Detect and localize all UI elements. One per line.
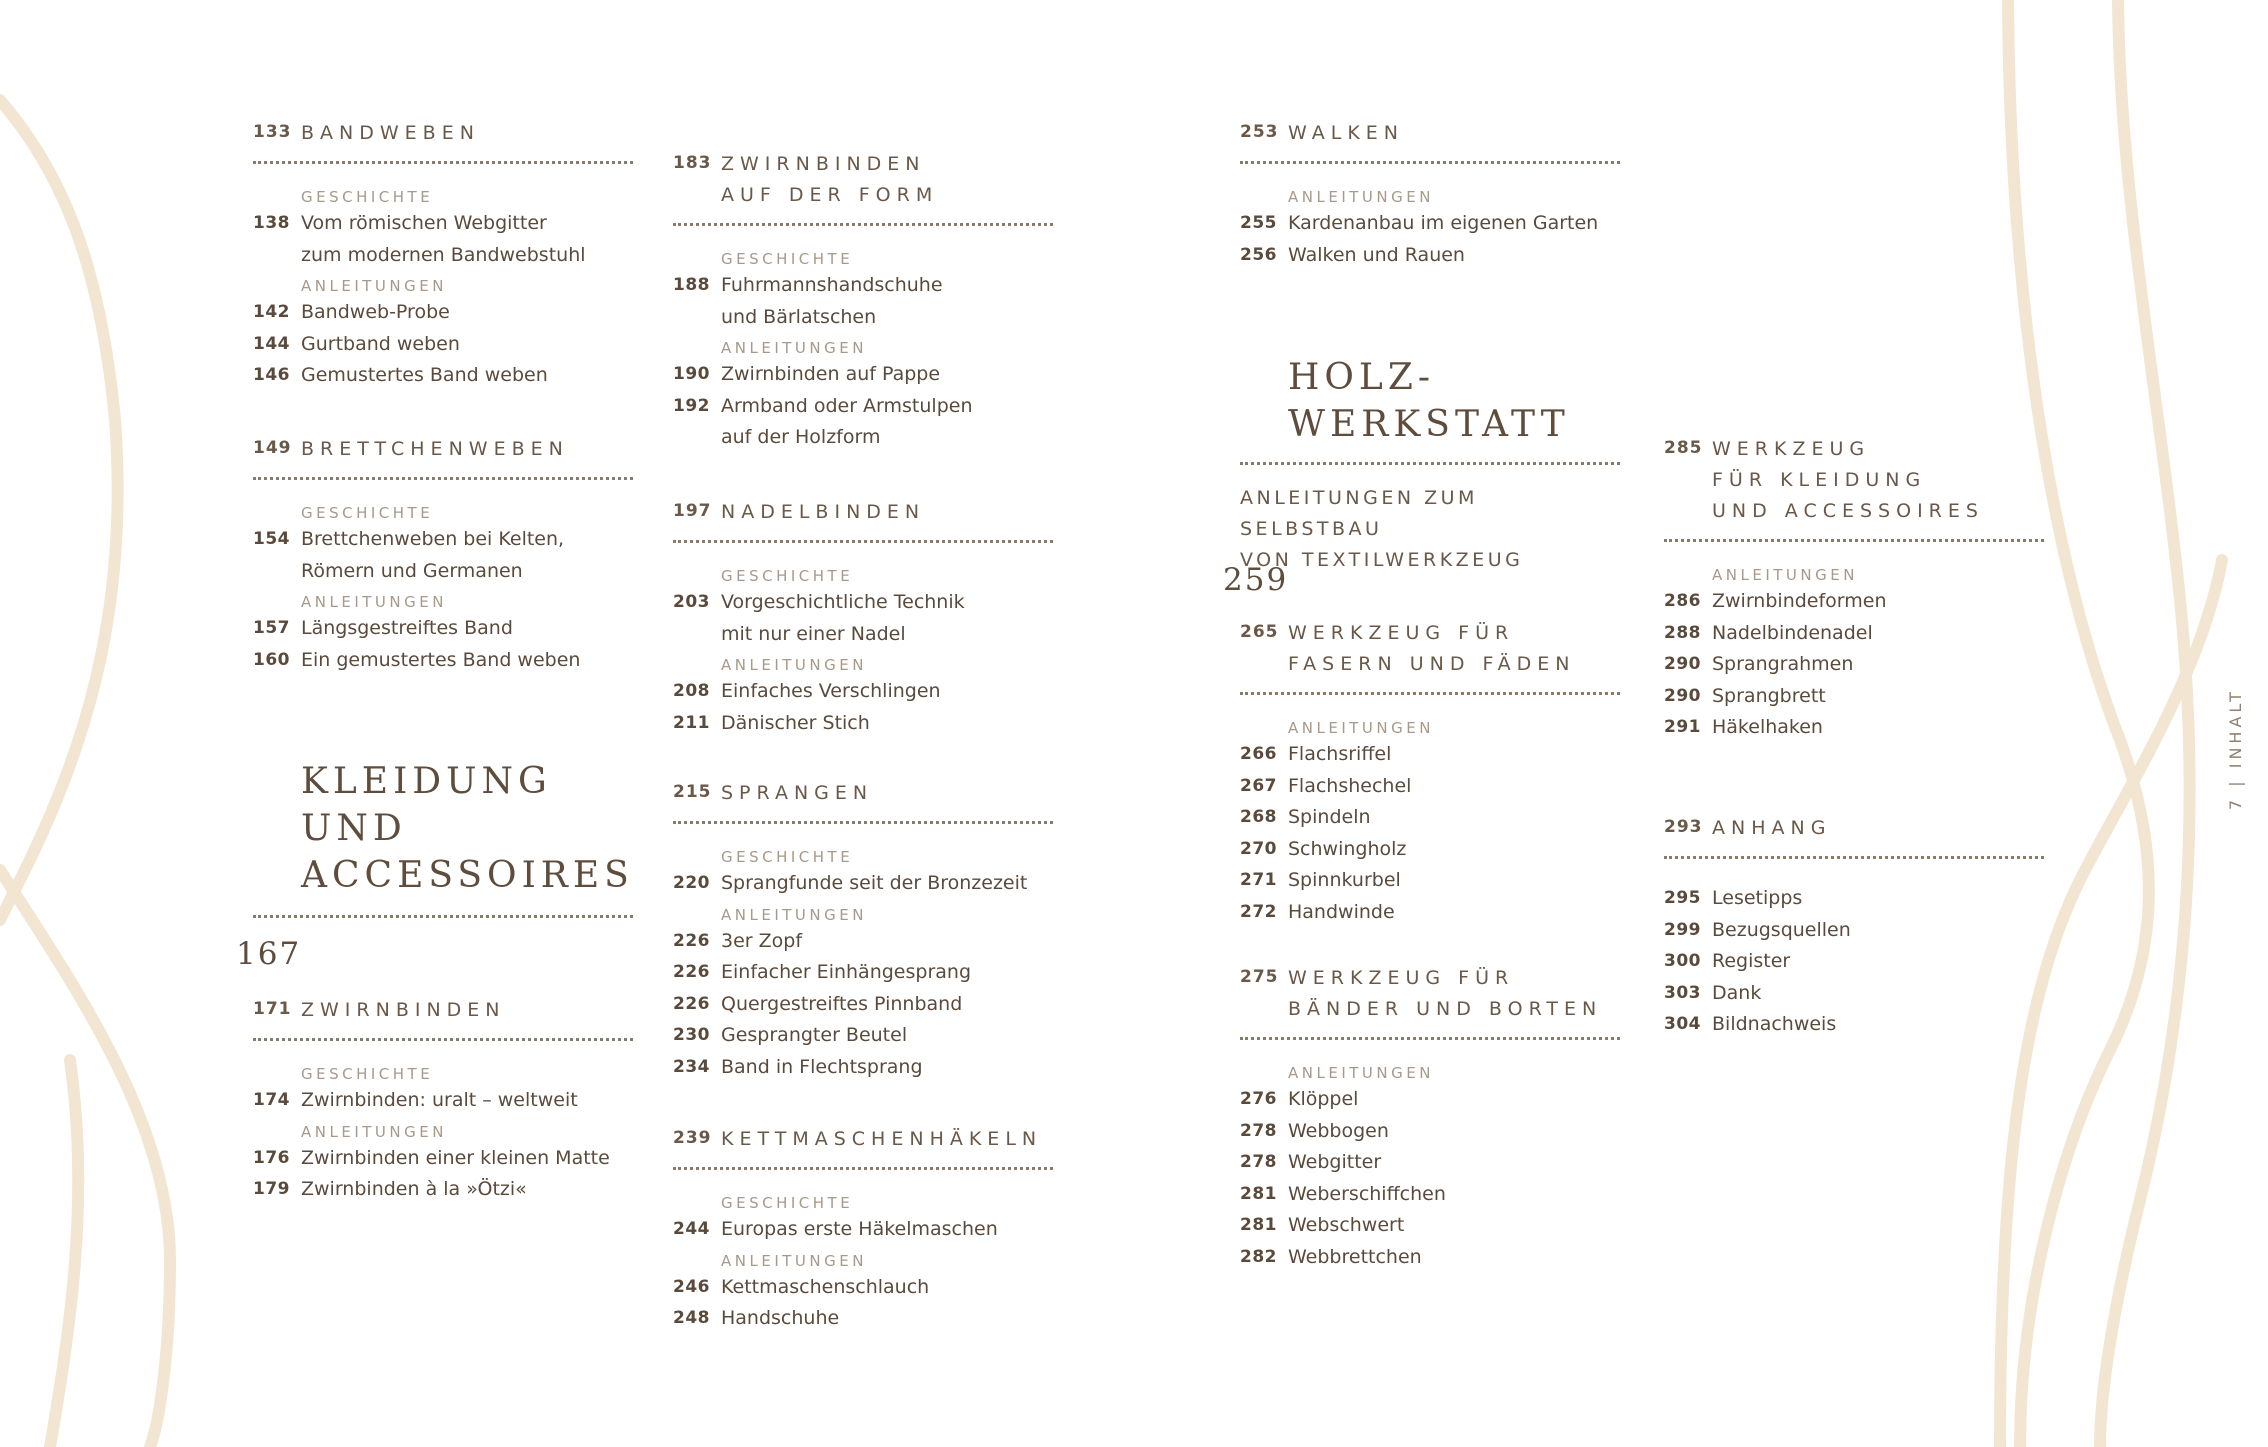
entry-title-line: Vorgeschichtliche Technik <box>721 591 965 613</box>
entry-title: Sprangrahmen <box>1712 653 1854 675</box>
entry-title-line: Armband oder Armstulpen <box>721 394 973 417</box>
toc-entry[interactable] <box>1240 897 1620 929</box>
entry-page-number: 188 <box>673 275 710 295</box>
toc-entry[interactable] <box>673 957 1053 989</box>
entry-page-number: 291 <box>1664 717 1701 737</box>
chapter-page-number[interactable]: 259 <box>1223 562 1289 598</box>
chapter-subtitle-line: VON TEXTILWERKZEUG <box>1240 549 1524 571</box>
dotted-divider <box>673 1167 1053 1170</box>
entry-page-number: 267 <box>1240 775 1277 796</box>
toc-entry[interactable] <box>253 1085 633 1117</box>
entry-page-number: 286 <box>1664 591 1701 611</box>
section-page-number[interactable]: 183 <box>673 153 712 173</box>
toc-entry[interactable] <box>253 524 633 587</box>
entry-title: Ein gemustertes Band weben <box>301 648 581 671</box>
section-title-line[interactable]: ZWIRNBINDEN <box>721 153 926 175</box>
group-label: ANLEITUNGEN <box>721 339 867 357</box>
entry-title-line: Brettchenweben bei Kelten, <box>301 528 565 550</box>
group-label: GESCHICHTE <box>721 1194 854 1212</box>
section-header <box>1240 618 1620 680</box>
toc-entry[interactable] <box>1240 1179 1620 1211</box>
section-title-line[interactable]: WERKZEUG FÜR <box>1288 622 1515 644</box>
section-header <box>673 497 1053 528</box>
section-header <box>673 1124 1053 1155</box>
chapter-title-line[interactable]: KLEIDUNG <box>301 761 552 802</box>
entry-page-number: 138 <box>253 213 290 233</box>
toc-entry[interactable] <box>253 645 633 677</box>
entry-title: Webbrettchen <box>1288 1245 1422 1268</box>
toc-group <box>673 1192 1053 1246</box>
toc-entry[interactable] <box>673 1303 1053 1335</box>
entry-page-number: 142 <box>253 302 290 322</box>
toc-entry[interactable] <box>253 329 633 361</box>
section-title-line[interactable]: FÜR KLEIDUNG <box>1712 469 1927 491</box>
toc-entry[interactable] <box>253 297 633 329</box>
entry-page-number: 303 <box>1664 982 1701 1003</box>
toc-group <box>253 1063 633 1117</box>
toc-entry[interactable] <box>1664 712 2044 744</box>
entry-page-number: 190 <box>673 364 710 384</box>
entry-title: Webschwert <box>1288 1214 1405 1236</box>
section-page-number[interactable]: 215 <box>673 782 712 802</box>
entry-title: Handwinde <box>1288 900 1395 923</box>
toc-section-zwirnbinden-auf-der-form <box>673 149 1053 454</box>
group-label: ANLEITUNGEN <box>1288 188 1434 206</box>
toc-entry[interactable] <box>1664 946 2044 978</box>
toc-entry[interactable] <box>673 676 1053 708</box>
group-label: ANLEITUNGEN <box>721 905 867 924</box>
entry-title: Band in Flechtsprang <box>721 1055 923 1078</box>
toc-entry[interactable] <box>1240 240 1620 272</box>
toc-entry[interactable] <box>253 360 633 392</box>
entry-title: Register <box>1712 950 1791 972</box>
entry-page-number: 295 <box>1664 888 1701 908</box>
entry-title: Handschuhe <box>721 1307 840 1329</box>
toc-entry[interactable] <box>673 708 1053 740</box>
section-header <box>253 434 633 465</box>
toc-group <box>253 186 633 271</box>
toc-group <box>673 846 1053 900</box>
toc-entry[interactable] <box>1240 1147 1620 1179</box>
entry-title: Flachshechel <box>1288 774 1412 797</box>
entry-page-number: 281 <box>1240 1215 1277 1235</box>
dotted-divider <box>673 821 1053 824</box>
section-title[interactable]: KETTMASCHENHÄKELN <box>721 1128 1043 1150</box>
chapter-title-line[interactable]: ACCESSOIRES <box>301 855 634 896</box>
entry-page-number: 220 <box>673 873 710 893</box>
entry-title: Lesetipps <box>1712 887 1803 909</box>
toc-group <box>1240 717 1620 928</box>
chapter-subtitle-line: ANLEITUNGEN ZUM SELBSTBAU <box>1240 487 1478 540</box>
section-title-line[interactable]: UND ACCESSOIRES <box>1712 500 1984 522</box>
dotted-divider <box>253 1038 633 1041</box>
toc-entry[interactable] <box>1240 1210 1620 1242</box>
entry-title: Webgitter <box>1288 1151 1382 1173</box>
toc-entry[interactable] <box>673 391 1053 454</box>
toc-section-sprangen <box>673 778 1053 1083</box>
entry-title: Spinnkurbel <box>1288 869 1401 891</box>
dotted-divider <box>1240 1037 1620 1040</box>
section-page-number[interactable]: 253 <box>1240 122 1279 142</box>
entry-title: Zwirnbindeformen <box>1712 590 1887 612</box>
toc-group <box>673 565 1053 650</box>
entry-page-number: 157 <box>253 618 290 638</box>
group-label: ANLEITUNGEN <box>301 593 447 611</box>
section-header <box>1240 963 1620 1025</box>
toc-entry[interactable] <box>1240 802 1620 834</box>
toc-entry[interactable] <box>253 613 633 645</box>
entry-title: Nadelbindenadel <box>1712 621 1873 644</box>
entry-page-number: 246 <box>673 1276 710 1297</box>
entry-title: Klöppel <box>1288 1088 1359 1110</box>
entry-title-line: auf der Holzform <box>721 426 881 448</box>
section-header <box>1664 434 2044 527</box>
toc-entry[interactable] <box>1240 1242 1620 1274</box>
entry-title: Längsgestreiftes Band <box>301 617 513 639</box>
entry-title: Weberschiffchen <box>1288 1182 1446 1205</box>
section-page-number[interactable]: 197 <box>673 501 712 521</box>
entry-title: Zwirnbinden à la »Ötzi« <box>301 1178 527 1200</box>
chapter-title-line[interactable]: UND <box>301 808 407 849</box>
section-title[interactable]: NADELBINDEN <box>721 501 926 523</box>
entry-title: Gesprangter Beutel <box>721 1024 908 1046</box>
toc-entry[interactable] <box>673 270 1053 333</box>
entry-title: Sprangbrett <box>1712 684 1826 707</box>
toc-entry[interactable] <box>253 1143 633 1175</box>
toc-section-werkzeug-kleidung <box>1664 434 2044 744</box>
entry-page-number: 160 <box>253 649 290 670</box>
toc-group <box>673 1250 1053 1335</box>
entry-page-number: 266 <box>1240 744 1277 764</box>
entry-title-line: Vom römischen Webgitter <box>301 212 547 234</box>
entry-page-number: 270 <box>1240 838 1277 859</box>
entry-page-number: 174 <box>253 1090 290 1110</box>
toc-section-kettmaschenhaekeln <box>673 1124 1053 1335</box>
entry-title: 3er Zopf <box>721 929 803 952</box>
toc-entry[interactable] <box>1664 978 2044 1010</box>
group-label: GESCHICHTE <box>301 1065 434 1083</box>
entry-title: Häkelhaken <box>1712 716 1823 738</box>
group-label: GESCHICHTE <box>301 504 434 522</box>
toc-entry[interactable] <box>1664 1009 2044 1041</box>
toc-group <box>673 654 1053 739</box>
entry-title: Einfacher Einhängesprang <box>721 961 972 983</box>
entry-page-number: 256 <box>1240 244 1277 265</box>
toc-entry[interactable] <box>673 359 1053 391</box>
toc-section-anhang <box>1664 813 2044 1041</box>
toc-group <box>673 248 1053 333</box>
toc-section-walken <box>1240 118 1620 271</box>
entry-page-number: 176 <box>253 1147 290 1168</box>
entry-title: Kardenanbau im eigenen Garten <box>1288 212 1599 234</box>
entry-title: Bezugsquellen <box>1712 918 1851 941</box>
section-title[interactable]: ANHANG <box>1712 817 1832 839</box>
toc-entry[interactable] <box>1664 586 2044 618</box>
entry-page-number: 288 <box>1664 622 1701 643</box>
entry-title-line: mit nur einer Nadel <box>721 622 906 645</box>
toc-group <box>253 502 633 587</box>
dotted-divider <box>1664 856 2044 859</box>
toc-entry[interactable] <box>1664 915 2044 947</box>
page-number-label <box>2226 660 2246 820</box>
toc-section-nadelbinden <box>673 497 1053 739</box>
toc-entry[interactable] <box>1664 649 2044 681</box>
entry-page-number: 271 <box>1240 870 1277 890</box>
section-title-line[interactable]: WERKZEUG <box>1712 438 1871 460</box>
section-header <box>1664 813 2044 844</box>
entry-page-number: 208 <box>673 681 710 701</box>
entry-page-number: 234 <box>673 1056 710 1077</box>
entry-page-number: 281 <box>1240 1183 1277 1204</box>
entry-title: Webbogen <box>1288 1119 1389 1142</box>
section-page-number[interactable]: 293 <box>1664 817 1703 837</box>
entry-title: Walken und Rauen <box>1288 243 1465 266</box>
dotted-divider <box>253 161 633 164</box>
entry-title-line: Römern und Germanen <box>301 559 523 582</box>
entry-page-number: 192 <box>673 395 710 416</box>
group-label: ANLEITUNGEN <box>721 656 867 674</box>
chapter-holzwerkstatt <box>1240 354 1620 576</box>
section-header <box>253 118 633 149</box>
entry-title: Dank <box>1712 981 1762 1004</box>
toc-entry[interactable] <box>673 1020 1053 1052</box>
section-title-line[interactable]: AUF DER FORM <box>721 184 939 206</box>
section-title[interactable]: BRETTCHENWEBEN <box>301 438 569 460</box>
section-title[interactable]: BANDWEBEN <box>301 122 480 144</box>
entry-page-number: 278 <box>1240 1120 1277 1141</box>
toc-group <box>1664 883 2044 1041</box>
toc-entry[interactable] <box>1240 771 1620 803</box>
toc-entry[interactable] <box>253 208 633 271</box>
entry-page-number: 144 <box>253 333 290 354</box>
toc-entry[interactable] <box>1664 618 2044 650</box>
entry-page-number: 268 <box>1240 807 1277 827</box>
entry-page-number: 179 <box>253 1179 290 1199</box>
dotted-divider <box>673 223 1053 226</box>
toc-group <box>1240 1062 1620 1273</box>
toc-entry[interactable] <box>1240 1116 1620 1148</box>
group-label: ANLEITUNGEN <box>301 277 447 295</box>
entry-page-number: 248 <box>673 1308 710 1328</box>
entry-title: Kettmaschenschlauch <box>721 1275 930 1298</box>
group-label: ANLEITUNGEN <box>1288 719 1434 737</box>
dotted-divider <box>1240 692 1620 695</box>
group-label: GESCHICHTE <box>301 188 434 206</box>
entry-title: Bildnachweis <box>1712 1013 1837 1035</box>
toc-entry[interactable] <box>673 926 1053 958</box>
entry-page-number: 203 <box>673 592 710 612</box>
toc-group <box>253 591 633 676</box>
section-title[interactable]: WALKEN <box>1288 122 1405 144</box>
toc-section-bandweben <box>253 118 633 392</box>
entry-page-number: 230 <box>673 1025 710 1045</box>
entry-page-number: 276 <box>1240 1089 1277 1109</box>
toc-entry[interactable] <box>1240 208 1620 240</box>
entry-page-number: 154 <box>253 529 290 549</box>
page-label-text: 7 | INHALT <box>2226 688 2245 810</box>
section-title-line[interactable]: WERKZEUG FÜR <box>1288 967 1515 989</box>
toc-entry[interactable] <box>673 868 1053 900</box>
entry-page-number: 290 <box>1664 685 1701 706</box>
toc-group <box>1240 186 1620 271</box>
dotted-divider <box>253 915 633 918</box>
section-page-number[interactable]: 149 <box>253 438 292 458</box>
toc-section-brettchenweben <box>253 434 633 676</box>
entry-page-number: 290 <box>1664 654 1701 674</box>
toc-entry[interactable] <box>673 1052 1053 1084</box>
entry-title: Zwirnbinden: uralt – weltweit <box>301 1089 578 1111</box>
toc-group <box>1664 564 2044 744</box>
entry-title: Sprangfunde seit der Bronzezeit <box>721 872 1028 894</box>
toc-section-werkzeug-baender <box>1240 963 1620 1273</box>
entry-title: Dänischer Stich <box>721 711 870 734</box>
entry-page-number: 211 <box>673 712 710 733</box>
section-title[interactable]: ZWIRNBINDEN <box>301 999 506 1021</box>
group-label: GESCHICHTE <box>721 848 854 866</box>
toc-entry[interactable] <box>253 1174 633 1206</box>
section-title-line[interactable]: FASERN UND FÄDEN <box>1288 653 1576 675</box>
entry-page-number: 226 <box>673 962 710 982</box>
toc-section-werkzeug-fasern <box>1240 618 1620 928</box>
section-header <box>253 995 633 1026</box>
dotted-divider <box>1664 539 2044 542</box>
entry-title: Quergestreiftes Pinnband <box>721 992 963 1015</box>
toc-entry[interactable] <box>673 1272 1053 1304</box>
entry-page-number: 244 <box>673 1219 710 1239</box>
toc-group <box>253 275 633 392</box>
dotted-divider <box>1240 462 1620 465</box>
section-header <box>673 778 1053 809</box>
entry-page-number: 255 <box>1240 213 1277 233</box>
entry-title: Bandweb-Probe <box>301 301 450 323</box>
entry-page-number: 300 <box>1664 951 1701 971</box>
entry-title: Schwingholz <box>1288 837 1407 860</box>
section-title[interactable]: SPRANGEN <box>721 782 874 804</box>
chapter-title-line[interactable]: WERKSTATT <box>1288 404 1570 445</box>
section-page-number[interactable]: 133 <box>253 122 292 142</box>
entry-title: Einfaches Verschlingen <box>721 680 941 702</box>
toc-entry[interactable] <box>1240 1084 1620 1116</box>
section-title-line[interactable]: BÄNDER UND BORTEN <box>1288 998 1603 1020</box>
toc-entry[interactable] <box>1240 865 1620 897</box>
entry-title: Spindeln <box>1288 806 1371 828</box>
toc-entry[interactable] <box>1240 739 1620 771</box>
entry-title: Zwirnbinden auf Pappe <box>721 363 941 385</box>
section-header <box>673 149 1053 211</box>
entry-title-line: und Bärlatschen <box>721 305 877 328</box>
entry-title: Gurtband weben <box>301 332 460 355</box>
toc-group <box>673 904 1053 1084</box>
group-label: ANLEITUNGEN <box>1288 1064 1434 1082</box>
entry-page-number: 226 <box>673 930 710 951</box>
section-page-number[interactable]: 285 <box>1664 438 1703 458</box>
section-page-number[interactable]: 275 <box>1240 967 1279 987</box>
entry-page-number: 282 <box>1240 1246 1277 1267</box>
entry-title: Flachsriffel <box>1288 743 1392 765</box>
entry-title-line: zum modernen Bandwebstuhl <box>301 243 586 266</box>
entry-title: Europas erste Häkelmaschen <box>721 1218 998 1240</box>
toc-group <box>673 337 1053 454</box>
toc-entry[interactable] <box>1664 681 2044 713</box>
entry-page-number: 272 <box>1240 901 1277 922</box>
toc-entry[interactable] <box>673 587 1053 650</box>
toc-entry[interactable] <box>673 1214 1053 1246</box>
section-page-number[interactable]: 171 <box>253 999 292 1019</box>
chapter-title-line[interactable]: HOLZ- <box>1288 357 1435 398</box>
entry-title-line: Fuhrmannshandschuhe <box>721 274 943 296</box>
entry-page-number: 146 <box>253 365 290 385</box>
group-label: ANLEITUNGEN <box>721 1251 867 1270</box>
chapter-kleidung-und-accessoires <box>253 758 633 918</box>
group-label: ANLEITUNGEN <box>1712 566 1858 584</box>
entry-page-number: 299 <box>1664 919 1701 940</box>
entry-title: Gemustertes Band weben <box>301 364 548 386</box>
dotted-divider <box>673 540 1053 543</box>
section-page-number[interactable]: 265 <box>1240 622 1279 642</box>
toc-section-zwirnbinden <box>253 995 633 1206</box>
section-page-number[interactable]: 239 <box>673 1128 712 1148</box>
section-header <box>1240 118 1620 149</box>
toc-entry[interactable] <box>1240 834 1620 866</box>
entry-page-number: 226 <box>673 993 710 1014</box>
toc-entry[interactable] <box>1664 883 2044 915</box>
entry-page-number: 304 <box>1664 1014 1701 1034</box>
dotted-divider <box>253 477 633 480</box>
entry-title: Zwirnbinden einer kleinen Matte <box>301 1146 610 1169</box>
group-label: GESCHICHTE <box>721 567 854 585</box>
chapter-page-number[interactable]: 167 <box>236 936 302 972</box>
toc-entry[interactable] <box>673 989 1053 1021</box>
dotted-divider <box>1240 161 1620 164</box>
group-label: ANLEITUNGEN <box>301 1122 447 1141</box>
toc-group <box>253 1121 633 1206</box>
entry-page-number: 278 <box>1240 1152 1277 1172</box>
group-label: GESCHICHTE <box>721 250 854 268</box>
